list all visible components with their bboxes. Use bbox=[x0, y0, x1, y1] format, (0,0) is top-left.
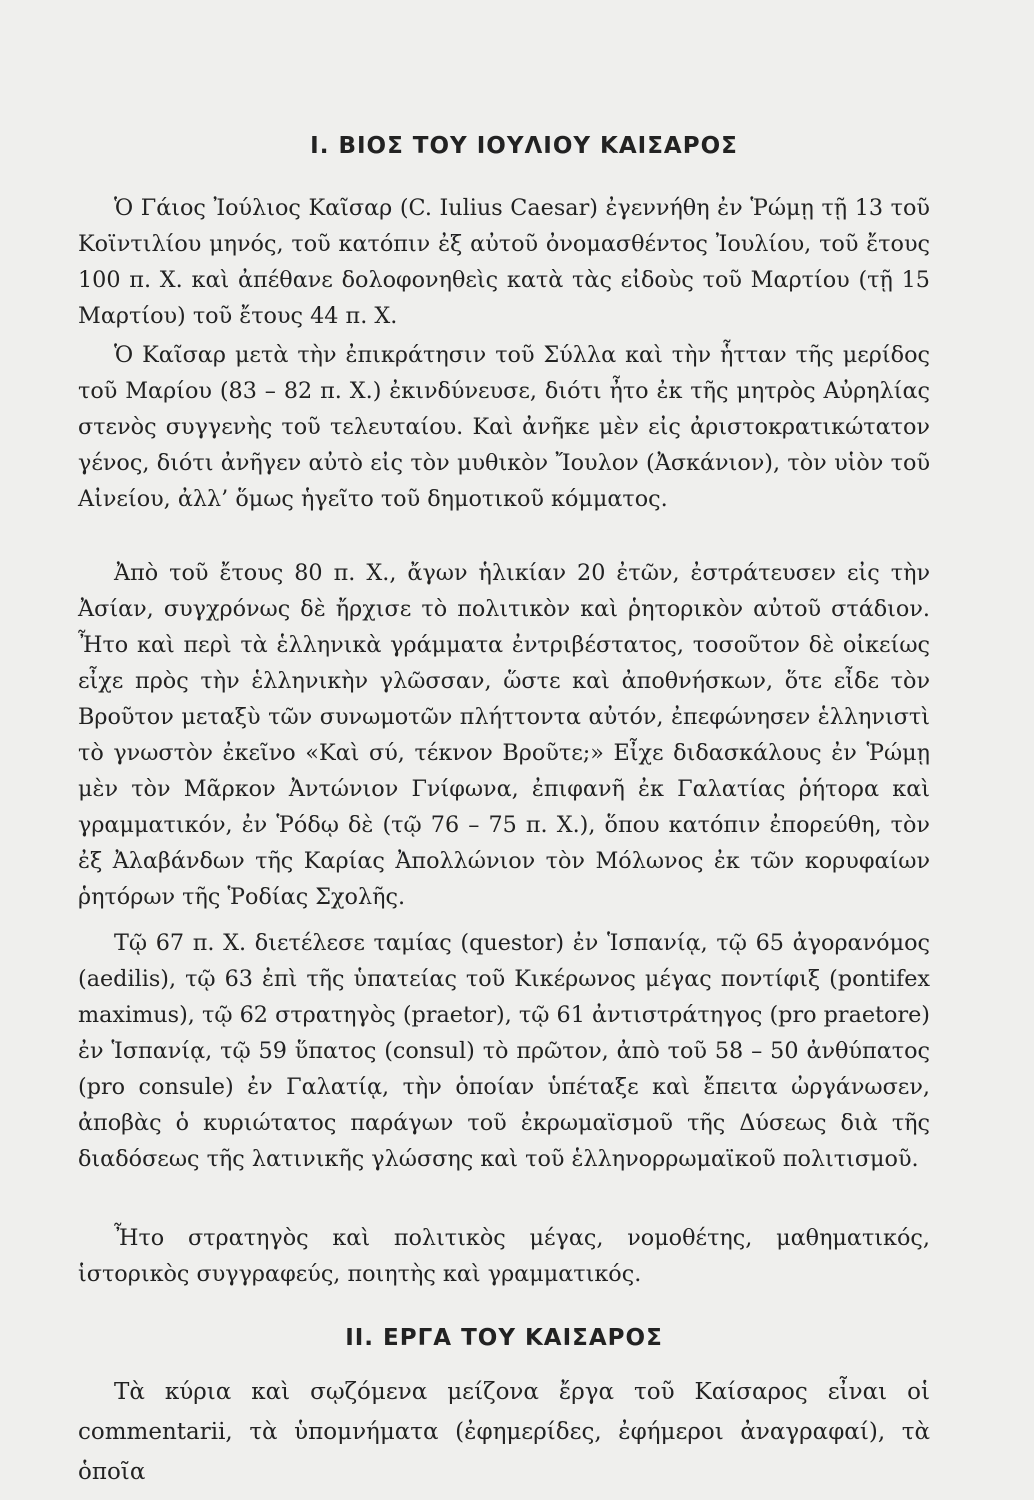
section-heading-works: II. ΕΡΓΑ ΤΟΥ ΚΑΙΣΑΡΟΣ bbox=[345, 1325, 663, 1351]
paragraph-offices: Τῷ 67 π. Χ. διετέλεσε ταμίας (questor) ἐν Ἱσπανίᾳ, τῷ 65 ἀγορανόμος (aedilis), τῷ 63 ἐπὶ τῆς ὑπατείας τοῦ Κικέρωνος μέγας ποντίφιξ (pontifex maximus), τῷ 62 στρατηγὸς (praetor), τῷ 61 ἀντιστράτηγος (pro praetore) ἐν Ἱσπανίᾳ, τῷ 59 ὕπατος (consul) τὸ πρῶτον, ἀπὸ τοῦ 58 – 50 ἀνθύπατος (pro consule) ἐν Γαλατίᾳ, τὴν ὁποίαν ὑπέταξε καὶ ἔπειτα ὠργάνωσεν, ἀποβὰς ὁ κυριώτατος παράγων τοῦ ἐκρωμαϊσμοῦ τῆς Δύσεως διὰ τῆς διαδόσεως τῆς λατινικῆς γλώσσης καὶ τοῦ ἑλληνορρωμαϊκοῦ πολιτισμοῦ. bbox=[78, 930, 930, 1172]
section-heading-biography: I. ΒΙΟΣ ΤΟΥ ΙΟΥΛΙΟΥ ΚΑΙΣΑΡΟΣ bbox=[310, 133, 738, 159]
paragraph-works: Τὰ κύρια καὶ σῳζόμενα μείζονα ἔργα τοῦ Καίσαρος εἶναι οἱ commentarii, τὰ ὑπομνήματα (ἐφημερίδες, ἐφήμεροι ἀναγραφαί), τὰ ὁποῖα bbox=[78, 1379, 930, 1485]
paragraph-summary: Ἦτο στρατηγὸς καὶ πολιτικὸς μέγας, νομοθέτης, μαθηματικός, ἱστορικὸς συγγραφεύς, ποιητὴς καὶ γραμματικός. bbox=[78, 1225, 930, 1287]
paragraph-career: Ἀπὸ τοῦ ἔτους 80 π. Χ., ἄγων ἡλικίαν 20 ἐτῶν, ἐστράτευσεν εἰς τὴν Ἀσίαν, συγχρόνως δὲ ἤρχισε τὸ πολιτικὸν καὶ ῥητορικὸν αὐτοῦ στάδιον. Ἦτο καὶ περὶ τὰ ἑλληνικὰ γράμματα ἐντριβέστατος, τοσοῦτον δὲ οἰκείως εἶχε πρὸς τὴν ἑλληνικὴν γλῶσσαν, ὥστε καὶ ἀποθνήσκων, ὅτε εἶδε τὸν Βροῦτον μεταξὺ τῶν συνωμοτῶν πλήττοντα αὐτόν, ἐπεφώνησεν ἑλληνιστὶ τὸ γνωστὸν ἐκεῖνο «Καὶ σύ, τέκνον Βροῦτε;» Εἶχε διδασκάλους ἐν Ῥώμῃ μὲν τὸν Μᾶρκον Ἀντώνιον Γνίφωνα, ἐπιφανῆ ἐκ Γαλατίας ῥήτορα καὶ γραμματικόν, ἐν Ῥόδῳ δὲ (τῷ 76 – 75 π. Χ.), ὅπου κατόπιν ἐπορεύθη, τὸν ἐξ Ἀλαβάνδων τῆς Καρίας Ἀπολλώνιον τὸν Μόλωνος ἐκ τῶν κορυφαίων ῥητόρων τῆς Ῥοδίας Σχολῆς. bbox=[78, 560, 930, 910]
paragraph-family: Ὁ Καῖσαρ μετὰ τὴν ἐπικράτησιν τοῦ Σύλλα καὶ τὴν ἧτταν τῆς μερίδος τοῦ Μαρίου (83 – 82 π. Χ.) ἐκινδύνευσε, διότι ἦτο ἐκ τῆς μητρὸς Αὐρηλίας στενὸς συγγενὴς τοῦ τελευταίου. Καὶ ἀνῆκε μὲν εἰς ἀριστοκρατικώτατον γένος, διότι ἀνῆγεν αὐτὸ εἰς τὸν μυθικὸν Ἴουλον (Ἀσκάνιον), τὸν υἱὸν τοῦ Αἰνείου, ἀλλ’ ὅμως ἡγεῖτο τοῦ δημοτικοῦ κόμματος. bbox=[78, 342, 930, 512]
paragraph-birth: Ὁ Γάιος Ἰούλιος Καῖσαρ (C. Iulius Caesar) ἐγεννήθη ἐν Ῥώμῃ τῇ 13 τοῦ Κοϊντιλίου μηνός, τοῦ κατόπιν ἐξ αὐτοῦ ὀνομασθέντος Ἰουλίου, τοῦ ἔτους 100 π. Χ. καὶ ἀπέθανε δολοφονηθεὶς κατὰ τὰς εἰδοὺς τοῦ Μαρτίου (τῇ 15 Μαρτίου) τοῦ ἔτους 44 π. Χ. bbox=[78, 195, 930, 329]
